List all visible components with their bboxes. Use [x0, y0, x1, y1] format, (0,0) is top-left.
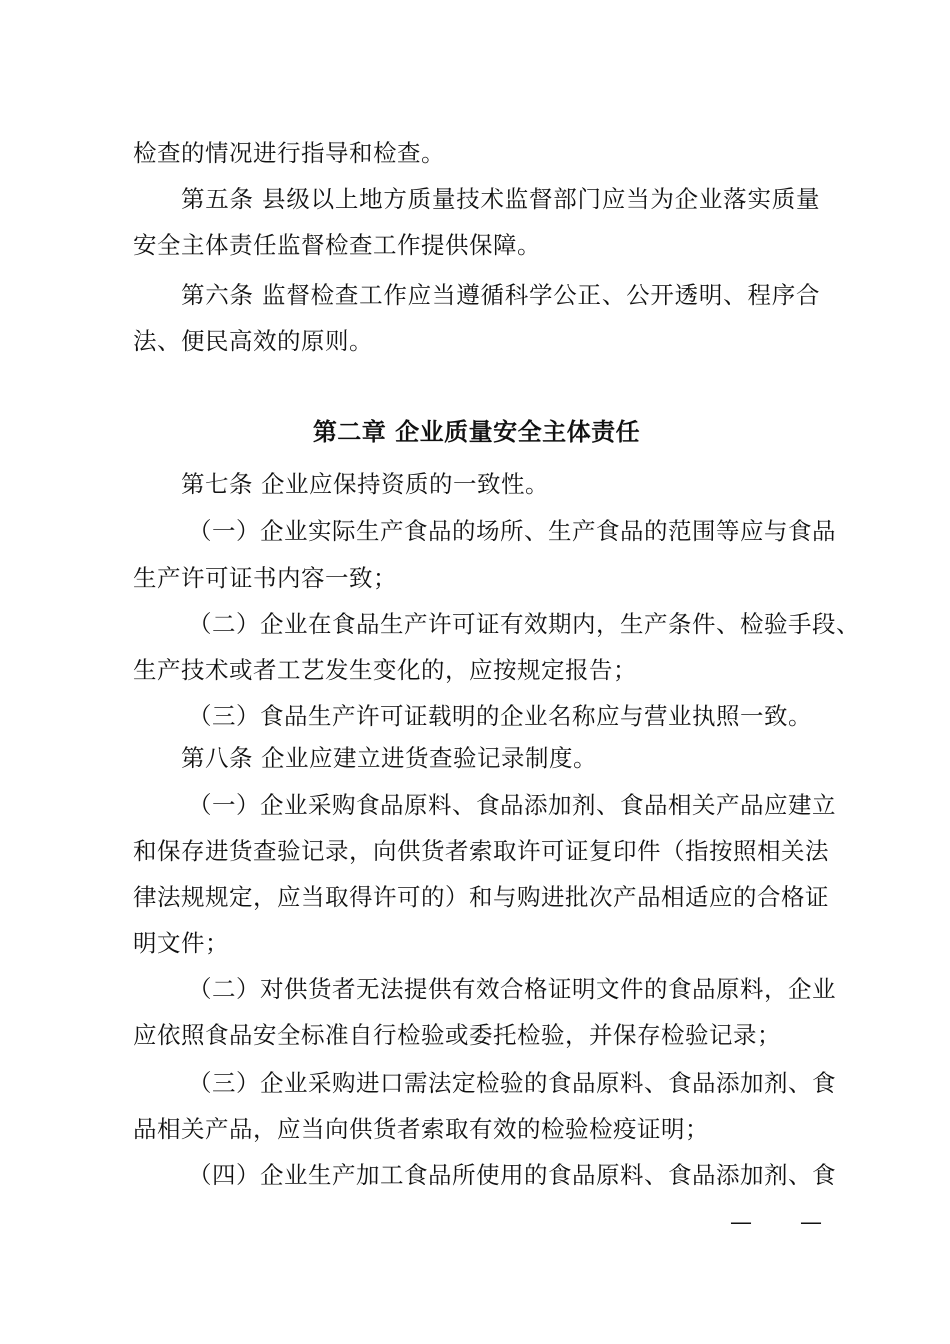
clause-line: （二）对供货者无法提供有效合格证明文件的食品原料，企业	[188, 975, 836, 1003]
clause-line: （一）企业采购食品原料、食品添加剂、食品相关产品应建立	[188, 791, 836, 819]
clause-line: （三）食品生产许可证载明的企业名称应与营业执照一致。	[188, 702, 812, 730]
text-line: 律法规规定，应当取得许可的）和与购进批次产品相适应的合格证	[133, 883, 829, 911]
article-5-line: 第五条 县级以上地方质量技术监督部门应当为企业落实质量	[181, 185, 820, 213]
text-line: 法、便民高效的原则。	[133, 327, 373, 355]
text-line: 明文件；	[133, 929, 229, 957]
text-line: 和保存进货查验记录，向供货者索取许可证复印件（指按照相关法	[133, 837, 829, 865]
clause-line: （二）企业在食品生产许可证有效期内，生产条件、检验手段、	[188, 610, 860, 638]
page-footer	[730, 1208, 822, 1238]
chapter-title: 第二章 企业质量安全主体责任	[312, 418, 641, 446]
text-line: 应依照食品安全标准自行检验或委托检验，并保存检验记录；	[133, 1021, 781, 1049]
clause-line: （四）企业生产加工食品所使用的食品原料、食品添加剂、食	[188, 1161, 836, 1189]
text-line: 品相关产品，应当向供货者索取有效的检验检疫证明；	[133, 1115, 709, 1143]
article-7-line: 第七条 企业应保持资质的一致性。	[181, 470, 549, 498]
article-8-line: 第八条 企业应建立进货查验记录制度。	[181, 744, 597, 772]
text-line: 生产许可证书内容一致；	[133, 564, 397, 592]
text-line: 生产技术或者工艺发生变化的，应按规定报告；	[133, 656, 637, 684]
clause-line: （一）企业实际生产食品的场所、生产食品的范围等应与食品	[188, 517, 836, 545]
footer-dash-left: —	[730, 1210, 752, 1235]
text-line: 安全主体责任监督检查工作提供保障。	[133, 231, 541, 259]
article-6-line: 第六条 监督检查工作应当遵循科学公正、公开透明、程序合	[181, 281, 820, 309]
footer-dash-right: —	[800, 1210, 822, 1235]
text-line: 检查的情况进行指导和检查。	[133, 139, 445, 167]
clause-line: （三）企业采购进口需法定检验的食品原料、食品添加剂、食	[188, 1069, 836, 1097]
